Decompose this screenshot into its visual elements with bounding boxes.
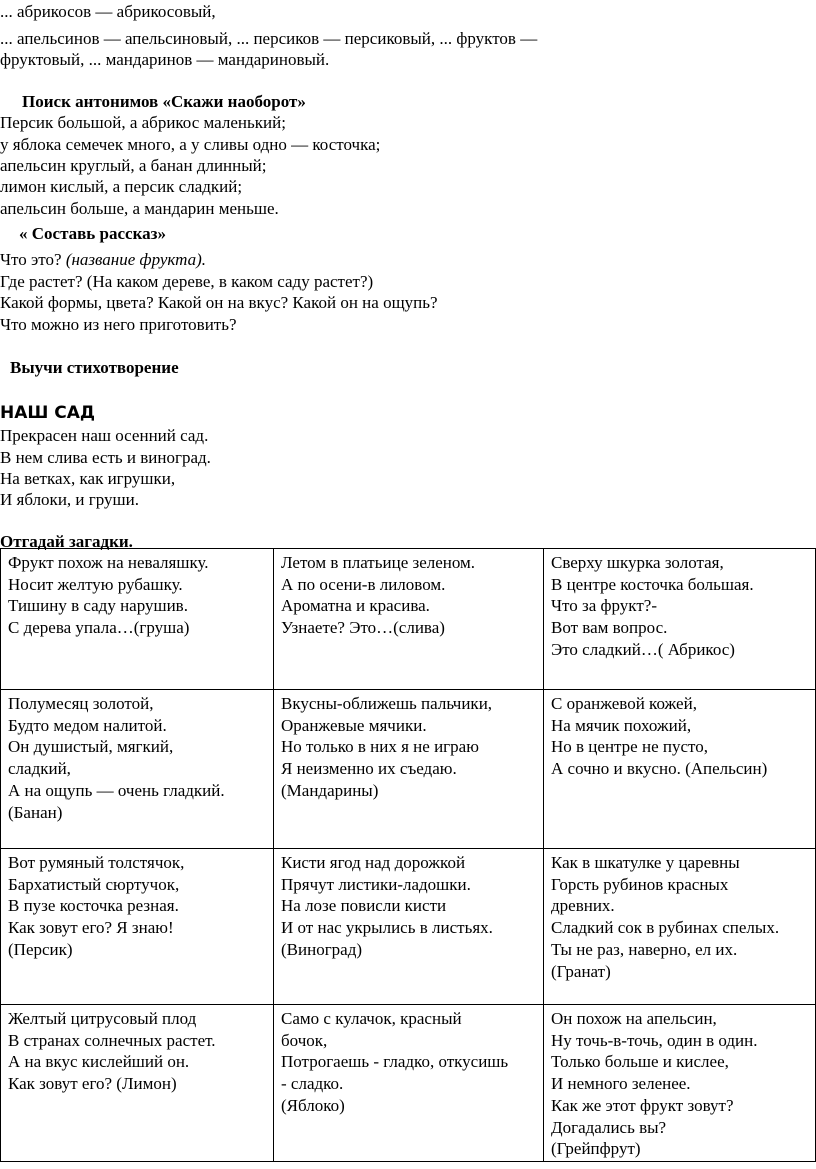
antonyms-line-1: Персик большой, а абрикос маленький; [0,113,286,132]
riddle-peach: Вот румяный толстячок, Бархатистый сюртучок, В пузе косточка резная. Как зовут его? Я знаю! (Персик) [1,849,274,1005]
riddle-lemon: Желтый цитрусовый плод В странах солнечных растет. А на вкус кислейший он. Как зовут его? (Лимон) [1,1005,274,1162]
intro-line-2: ... апельсинов — апельсиновый, ... персиков — персиковый, ... фруктов — [0,29,538,48]
riddle-plum: Летом в платьице зеленом. А по осени-в лиловом. Ароматна и красива. Узнаете? Это…(слива) [274,549,544,690]
story-question-2: Где растет? (На каком дереве, в каком саду растет?) [0,272,374,291]
riddles-table [0,548,816,1162]
table-row [1,849,816,1005]
poem-section-title: Выучи стихотворение [10,358,179,377]
table-row [1,549,816,690]
antonyms-title: Поиск антонимов «Скажи наоборот» [22,92,306,111]
story-title: « Составь рассказ» [19,224,166,243]
poem-line-2: В нем слива есть и виноград. [0,448,211,467]
riddle-pear: Фрукт похож на неваляшку. Носит желтую рубашку. Тишину в саду нарушив. С дерева упала…(груша) [1,549,274,690]
riddles-title: Отгадай загадки. [0,532,133,551]
antonyms-line-3: апельсин круглый, а банан длинный; [0,156,267,175]
intro-line-3: фруктовый, ... мандаринов — мандариновый. [0,50,330,69]
story-question-1-hint: (название фрукта). [65,250,207,269]
story-question-4: Что можно из него приготовить? [0,315,237,334]
poem-line-1: Прекрасен наш осенний сад. [0,426,209,445]
riddle-pomegranate: Как в шкатулке у царевны Горсть рубинов красных древних. Сладкий сок в рубинах спелых. Ты не раз, наверно, ел их. (Гранат) [544,849,816,1005]
antonyms-line-4: лимон кислый, а персик сладкий; [0,177,243,196]
antonyms-line-5: апельсин больше, а мандарин меньше. [0,199,279,218]
table-row [1,1005,816,1162]
poem-title: НАШ САД [0,403,96,423]
intro-line-1: ... абрикосов — абрикосовый, [0,2,216,21]
table-row [1,690,816,849]
riddle-apple: Само с кулачок, красный бочок, Потрогаешь - гладко, откусишь - сладко. (Яблоко) [274,1005,544,1162]
riddle-mandarins: Вкусны-оближешь пальчики, Оранжевые мячики. Но только в них я не играю Я неизменно их съедаю. (Мандарины) [274,690,544,849]
story-question-1-text: Что это? [0,250,66,269]
riddle-orange: С оранжевой кожей, На мячик похожий, Но в центре не пусто, А сочно и вкусно. (Апельсин) [544,690,816,849]
poem-line-3: На ветках, как игрушки, [0,469,176,488]
poem-line-4: И яблоки, и груши. [0,490,139,509]
riddle-grapefruit: Он похож на апельсин, Ну точь-в-точь, один в один. Только больше и кислее, И немного зеленее. Как же этот фрукт зовут? Догадались вы? (Грейпфрут) [544,1005,816,1162]
story-question-1 [0,249,206,271]
riddle-grapes: Кисти ягод над дорожкой Прячут листики-ладошки. На лозе повисли кисти И от нас укрылись в листьях. (Виноград) [274,849,544,1005]
antonyms-line-2: у яблока семечек много, а у сливы одно — косточка; [0,135,381,154]
riddle-apricot: Сверху шкурка золотая, В центре косточка большая. Что за фрукт?- Вот вам вопрос. Это сладкий…( Абрикос) [544,549,816,690]
story-question-3: Какой формы, цвета? Какой он на вкус? Какой он на ощупь? [0,293,438,312]
riddle-banana: Полумесяц золотой, Будто медом налитой. Он душистый, мягкий, сладкий, А на ощупь — очень гладкий. (Банан) [1,690,274,849]
